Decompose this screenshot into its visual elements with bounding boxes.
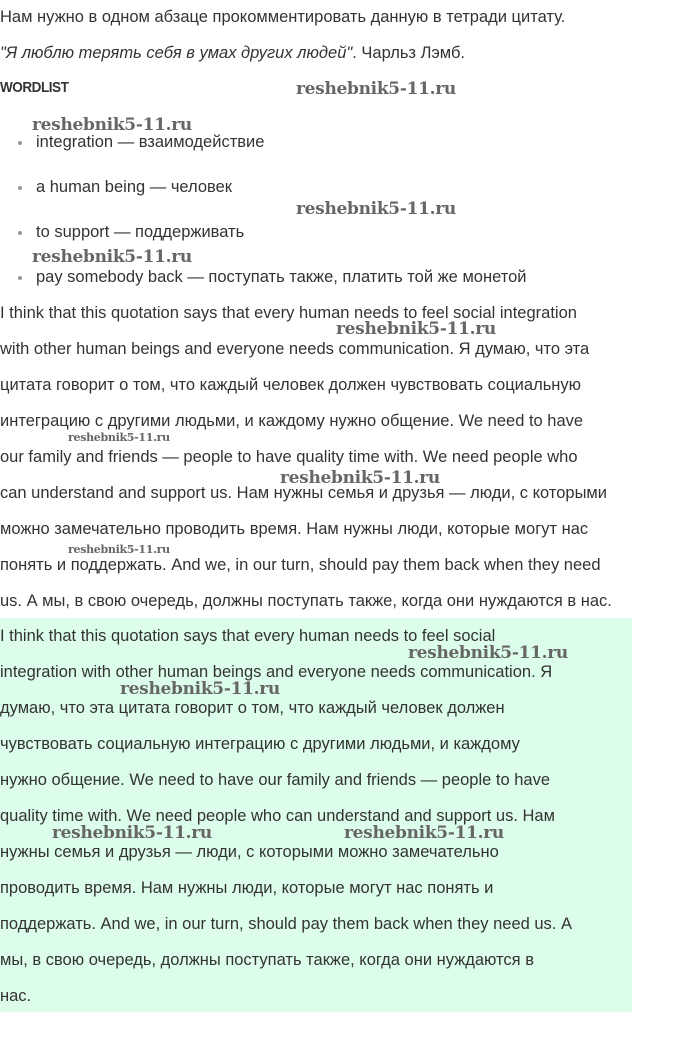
paragraph-line: нужны семья и друзья — люди, с которыми можно замечательно [0, 843, 499, 861]
paragraph-line: понять и поддержать. And we, in our turn, should pay them back when they need [0, 556, 601, 574]
paragraph-line: нас. [0, 987, 32, 1005]
paragraph-line: проводить время. Нам нужны люди, которые могут нас понять и [0, 879, 494, 897]
paragraph-line: with other human beings and everyone needs communication. Я думаю, что эта [0, 340, 590, 358]
watermark: reshebnik5-11.ru [336, 319, 496, 339]
wordlist-item-text: integration — взаимодействие [36, 133, 265, 151]
wordlist-item-text: pay somebody back — поступать также, платить той же монетой [36, 268, 527, 286]
paragraph-line: интеграцию с другими людьми, и каждому нужно общение. We need to have [0, 412, 584, 430]
wordlist-item [36, 223, 244, 242]
paragraph-line: can understand and support us. Нам нужны семья и друзья — люди, с которыми [0, 484, 607, 502]
bullet-icon [18, 186, 22, 190]
watermark: reshebnik5-11.ru [68, 543, 170, 556]
paragraph-line: думаю, что эта цитата говорит о том, что каждый человек должен [0, 699, 505, 717]
paragraph-line: quality time with. We need people who can understand and support us. Нам [0, 807, 555, 825]
paragraph-line: I think that this quotation says that every human needs to feel social integration [0, 304, 577, 322]
bullet-icon [18, 276, 22, 280]
paragraph-line: I think that this quotation says that every human needs to feel social [0, 627, 496, 645]
wordlist-heading: WORDLIST [0, 79, 69, 96]
wordlist-item [36, 133, 264, 152]
watermark: reshebnik5-11.ru [52, 823, 212, 843]
watermark: reshebnik5-11.ru [408, 643, 568, 663]
paragraph-line: поддержать. And we, in our turn, should pay them back when they need us. А [0, 915, 572, 933]
wordlist-item [36, 178, 232, 197]
wordlist-item [36, 268, 526, 287]
watermark: reshebnik5-11.ru [280, 468, 440, 488]
paragraph-line: нужно общение. We need to have our family and friends — people to have [0, 771, 551, 789]
watermark: reshebnik5-11.ru [296, 79, 456, 99]
paragraph-line: мы, в свою очередь, должны поступать также, когда они нуждаются в [0, 951, 534, 969]
paragraph-line: our family and friends — people to have quality time with. We need people who [0, 448, 578, 466]
quote [0, 44, 465, 63]
quote-text: "Я люблю терять себя в умах других людей" [0, 44, 353, 62]
paragraph-line: integration with other human beings and everyone needs communication. Я [0, 663, 553, 681]
wordlist-item-text: a human being — человек [36, 178, 233, 196]
quote-author: . Чарльз Лэмб. [352, 44, 466, 62]
paragraph-line: чувствовать социальную интеграцию с другими людьми, и каждому [0, 735, 520, 753]
wordlist-item-text: to support — поддерживать [36, 223, 245, 241]
bullet-icon [18, 231, 22, 235]
task-instruction: Нам нужно в одном абзаце прокомментировать данную в тетради цитату. [0, 8, 566, 26]
watermark: reshebnik5-11.ru [296, 199, 456, 219]
watermark: reshebnik5-11.ru [32, 247, 192, 267]
paragraph-line: us. А мы, в свою очередь, должны поступать также, когда они нуждаются в нас. [0, 592, 612, 610]
paragraph-line: цитата говорит о том, что каждый человек должен чувствовать социальную [0, 376, 582, 394]
bullet-icon [18, 141, 22, 145]
watermark: reshebnik5-11.ru [120, 679, 280, 699]
watermark: reshebnik5-11.ru [68, 431, 170, 444]
paragraph-line: можно замечательно проводить время. Нам нужны люди, которые могут нас [0, 520, 589, 538]
watermark: reshebnik5-11.ru [344, 823, 504, 843]
watermark: reshebnik5-11.ru [32, 115, 192, 135]
